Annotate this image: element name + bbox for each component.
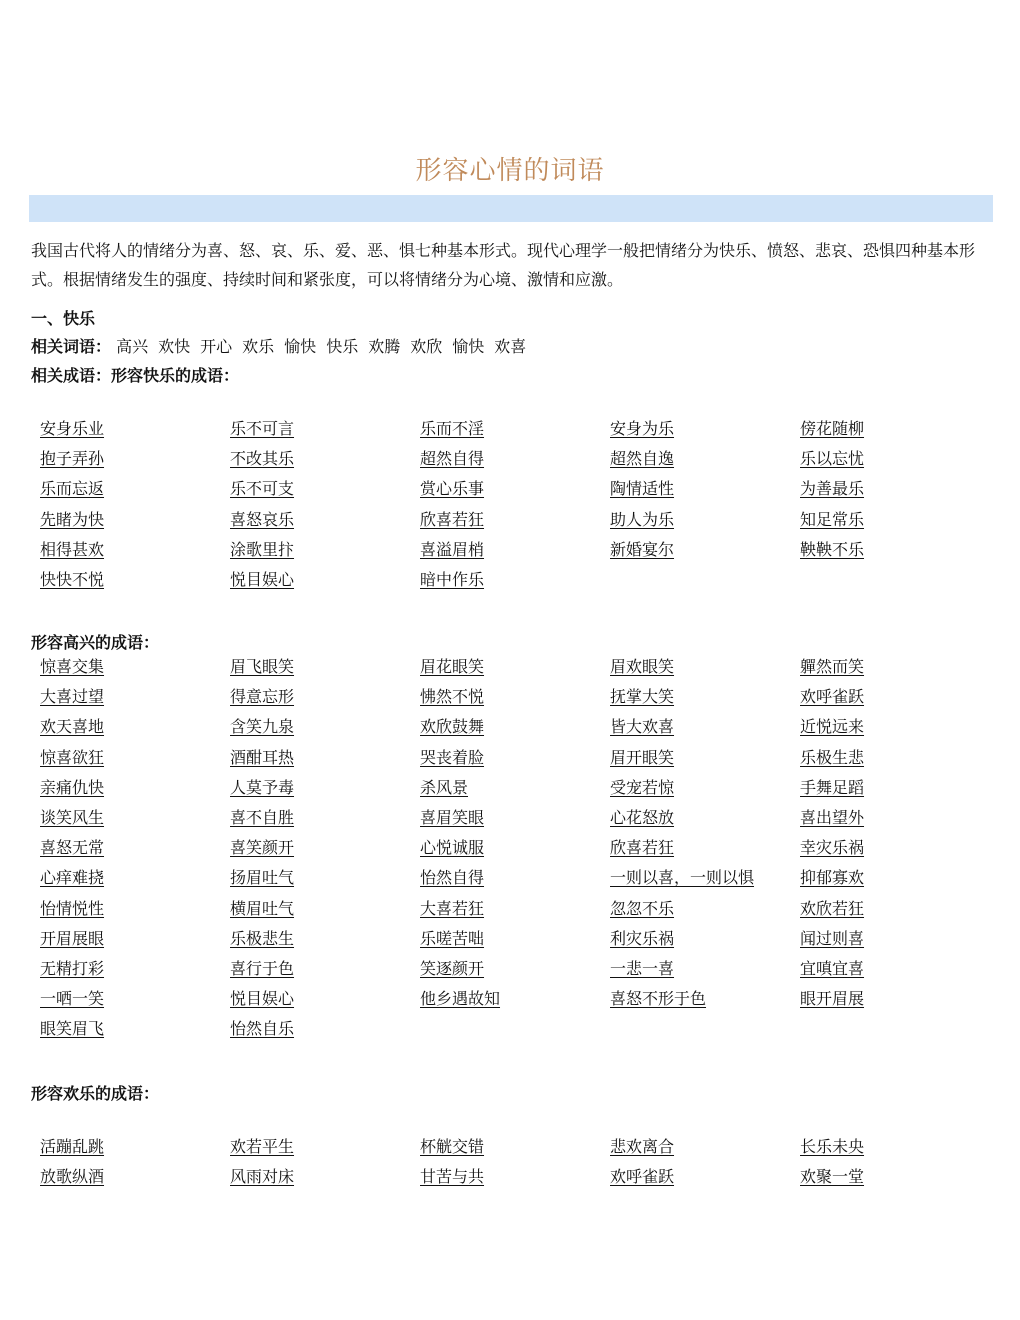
idiom-link[interactable]: 喜怒不形于色 [610, 989, 707, 1009]
idiom-cell [420, 833, 610, 863]
idiom-link[interactable]: 无精打彩 [40, 958, 105, 978]
idiom-link[interactable]: 乐嗟苦咄 [420, 928, 485, 948]
idiom-link[interactable]: 皆大欢喜 [610, 717, 675, 737]
idiom-cell [610, 833, 800, 863]
idiom-cell [40, 924, 230, 954]
idiom-cell [40, 682, 230, 712]
idiom-cell [610, 414, 800, 444]
idiom-cell [800, 894, 970, 924]
idiom-cell [420, 984, 610, 1014]
heading-gaoxing: 形容高兴的成语： [31, 633, 160, 652]
idiom-cell [610, 505, 800, 535]
idiom-cell [800, 924, 970, 954]
idiom-link[interactable]: 杯觥交错 [420, 1137, 485, 1156]
idiom-cell [230, 505, 420, 535]
idiom-link[interactable]: 横眉吐气 [230, 898, 295, 918]
idiom-cell [230, 1132, 420, 1162]
idiom-link[interactable]: 风雨对床 [230, 1167, 295, 1187]
idiom-link[interactable]: 大喜若狂 [420, 898, 485, 918]
related-word: 开心 [200, 337, 233, 356]
idiom-cell [610, 924, 800, 954]
idiom-link[interactable]: 超然自逸 [610, 449, 675, 469]
idiom-cell [420, 743, 610, 773]
idiom-link[interactable]: 乐而不淫 [420, 419, 485, 438]
idiom-link[interactable]: 宜嗔宜喜 [800, 958, 865, 978]
idiom-link[interactable]: 得意忘形 [230, 687, 295, 707]
title-band [29, 195, 993, 222]
idiom-cell [420, 1132, 610, 1162]
idiom-link[interactable]: 乐不可支 [230, 479, 295, 499]
idiom-link[interactable]: 乐以忘忧 [800, 449, 865, 469]
idiom-cell [40, 1162, 230, 1192]
idiom-cell [40, 712, 230, 742]
idiom-cell [230, 743, 420, 773]
idiom-cell [800, 984, 970, 1014]
idiom-link[interactable]: 近悦远来 [800, 717, 865, 737]
idiom-link[interactable]: 一哂一笑 [40, 989, 105, 1009]
section-heading-happy: 一、快乐 [31, 309, 96, 328]
idiom-cell [230, 954, 420, 984]
idiom-cell [610, 803, 800, 833]
idiom-link[interactable]: 欢聚一堂 [800, 1167, 865, 1187]
idiom-cell [610, 773, 800, 803]
idiom-cell [230, 833, 420, 863]
idiom-cell [40, 474, 230, 504]
idiom-cell [230, 924, 420, 954]
idiom-cell [40, 803, 230, 833]
idiom-link[interactable]: 先睹为快 [40, 509, 105, 529]
idiom-cell [420, 894, 610, 924]
intro-paragraph: 我国古代将人的情绪分为喜、怒、哀、乐、爱、恶、惧七种基本形式。现代心理学一般把情绪分为快乐、愤怒、悲哀、恐惧四种基本形式。根据情绪发生的强度、持续时间和紧张度，可以将情绪分为心境、激情和应激。 [31, 241, 976, 289]
idiom-cell [420, 803, 610, 833]
idiom-link[interactable]: 喜溢眉梢 [420, 539, 485, 559]
idiom-link[interactable]: 不改其乐 [230, 449, 295, 469]
idiom-cell [40, 414, 230, 444]
idiom-link[interactable]: 新婚宴尔 [610, 539, 675, 559]
idiom-link[interactable]: 軃然而笑 [800, 657, 865, 676]
idiom-cell [420, 773, 610, 803]
idiom-cell [800, 773, 970, 803]
idiom-link[interactable]: 杀风景 [420, 777, 469, 797]
idiom-cell [800, 535, 970, 565]
idiom-cell [610, 682, 800, 712]
idiom-cell [40, 894, 230, 924]
related-word: 欢喜 [494, 337, 527, 356]
idiom-link[interactable]: 眼笑眉飞 [40, 1019, 105, 1039]
idiom-link[interactable]: 心痒难挠 [40, 868, 105, 888]
related-word: 欢快 [158, 337, 191, 356]
idiom-link[interactable]: 眉欢眼笑 [610, 657, 675, 676]
idiom-cell [610, 1132, 800, 1162]
idiom-cell [40, 505, 230, 535]
idiom-link[interactable]: 活蹦乱跳 [40, 1137, 105, 1156]
idiom-cell [610, 474, 800, 504]
idiom-cell [800, 1132, 970, 1162]
idiom-cell [420, 1162, 610, 1192]
idiom-link[interactable]: 甘苦与共 [420, 1167, 485, 1187]
idiom-cell [420, 954, 610, 984]
idiom-link[interactable]: 眉花眼笑 [420, 657, 485, 676]
idiom-cell [230, 894, 420, 924]
idiom-link[interactable]: 放歌纵酒 [40, 1167, 105, 1187]
idiom-cell [420, 505, 610, 535]
idiom-cell [420, 444, 610, 474]
idiom-link[interactable]: 欢呼雀跃 [800, 687, 865, 707]
related-word: 快乐 [326, 337, 359, 356]
idiom-link[interactable]: 安身为乐 [610, 419, 675, 438]
idiom-cell [230, 565, 420, 595]
idiom-link[interactable]: 心花怒放 [610, 807, 675, 827]
related-words-list [116, 337, 536, 356]
idiom-cell [800, 682, 970, 712]
idiom-link[interactable]: 鞅鞅不乐 [800, 539, 865, 559]
idiom-cell [230, 1162, 420, 1192]
idiom-grid-gaoxing [40, 652, 990, 1044]
idiom-link[interactable]: 怡情悦性 [40, 898, 105, 918]
idiom-link[interactable]: 惊喜交集 [40, 657, 105, 676]
idiom-cell [40, 535, 230, 565]
idiom-link[interactable]: 欣喜若狂 [610, 838, 675, 858]
idiom-cell [800, 652, 970, 682]
idiom-link[interactable]: 谈笑风生 [40, 807, 105, 827]
idiom-link[interactable]: 喜行于色 [230, 958, 295, 978]
idiom-link[interactable]: 眉飞眼笑 [230, 657, 295, 676]
idiom-cell [420, 652, 610, 682]
idiom-link[interactable]: 乐不可言 [230, 419, 295, 438]
idiom-grid-huanle [40, 1132, 990, 1192]
idiom-link[interactable]: 乐极生悲 [800, 747, 865, 767]
idiom-link[interactable]: 利灾乐祸 [610, 928, 675, 948]
idiom-link[interactable]: 手舞足蹈 [800, 777, 865, 797]
idiom-link[interactable]: 笑逐颜开 [420, 958, 485, 978]
idiom-cell [230, 444, 420, 474]
idiom-link[interactable]: 抚掌大笑 [610, 687, 675, 707]
idiom-cell [420, 474, 610, 504]
idiom-link[interactable]: 人莫予毒 [230, 777, 295, 797]
idiom-cell [40, 743, 230, 773]
idiom-cell [420, 682, 610, 712]
related-words-label: 相关词语： [31, 337, 112, 356]
idiom-cell [610, 894, 800, 924]
idiom-link[interactable]: 喜不自胜 [230, 807, 295, 827]
idiom-cell [230, 863, 420, 893]
idiom-link[interactable]: 受宠若惊 [610, 777, 675, 797]
related-word: 欢欣 [410, 337, 443, 356]
idiom-link[interactable]: 悲欢离合 [610, 1137, 675, 1156]
idiom-link[interactable]: 怡然自得 [420, 868, 485, 888]
idiom-link[interactable]: 超然自得 [420, 449, 485, 469]
idiom-link[interactable]: 抑郁寡欢 [800, 868, 865, 888]
idiom-cell [230, 712, 420, 742]
idiom-link[interactable]: 欢呼雀跃 [610, 1167, 675, 1187]
idiom-link[interactable]: 怡然自乐 [230, 1019, 295, 1039]
idiom-link[interactable]: 一悲一喜 [610, 958, 675, 978]
idiom-cell [40, 1014, 230, 1044]
idiom-cell [610, 954, 800, 984]
idiom-link[interactable]: 闻过则喜 [800, 928, 865, 948]
idiom-link[interactable]: 惊喜欲狂 [40, 747, 105, 767]
idiom-cell [40, 833, 230, 863]
related-word: 欢腾 [368, 337, 401, 356]
idiom-link[interactable]: 喜怒无常 [40, 838, 105, 858]
idiom-cell [800, 743, 970, 773]
idiom-link[interactable]: 眼开眉展 [800, 989, 865, 1009]
idiom-cell [40, 1132, 230, 1162]
idiom-cell [40, 984, 230, 1014]
idiom-link[interactable]: 陶情适性 [610, 479, 675, 499]
idiom-link[interactable]: 安身乐业 [40, 419, 105, 438]
idiom-link[interactable]: 喜眉笑眼 [420, 807, 485, 827]
idiom-link[interactable]: 开眉展眼 [40, 928, 105, 948]
related-word: 高兴 [116, 337, 149, 356]
idiom-link[interactable]: 欢天喜地 [40, 717, 105, 737]
idiom-cell [800, 833, 970, 863]
idiom-cell [420, 863, 610, 893]
related-word: 愉快 [452, 337, 485, 356]
idiom-link[interactable]: 欢欣鼓舞 [420, 717, 485, 737]
idiom-link[interactable]: 怫然不悦 [420, 687, 485, 707]
idiom-cell [800, 505, 970, 535]
idiom-link[interactable]: 知足常乐 [800, 509, 865, 529]
idiom-link[interactable]: 扬眉吐气 [230, 868, 295, 888]
idiom-link[interactable]: 喜出望外 [800, 807, 865, 827]
idiom-link[interactable]: 抱子弄孙 [40, 449, 105, 469]
idiom-cell [420, 535, 610, 565]
idiom-link[interactable]: 悦目娱心 [230, 989, 295, 1009]
idiom-cell [420, 565, 610, 595]
idiom-link[interactable]: 他乡遇故知 [420, 989, 501, 1009]
idiom-cell [610, 712, 800, 742]
idiom-cell [40, 652, 230, 682]
idiom-link[interactable]: 快快不悦 [40, 569, 105, 589]
idiom-cell [230, 414, 420, 444]
idiom-link[interactable]: 欢欣若狂 [800, 898, 865, 918]
idiom-cell [40, 444, 230, 474]
idiom-link[interactable]: 眉开眼笑 [610, 747, 675, 767]
idiom-link[interactable]: 一则以喜，一则以惧 [610, 868, 755, 888]
idiom-link[interactable]: 乐极悲生 [230, 928, 295, 948]
related-words-line [31, 334, 536, 357]
idiom-cell [40, 863, 230, 893]
idiom-link[interactable]: 心悦诚服 [420, 838, 485, 858]
heading-huanle: 形容欢乐的成语： [31, 1084, 160, 1103]
page-title: 形容心情的词语 [415, 156, 605, 186]
idiom-cell [230, 535, 420, 565]
idiom-link[interactable]: 欢若平生 [230, 1137, 295, 1156]
idiom-cell [610, 444, 800, 474]
idiom-cell [230, 803, 420, 833]
idiom-cell [800, 803, 970, 833]
idiom-cell [230, 652, 420, 682]
idiom-link[interactable]: 欣喜若狂 [420, 509, 485, 529]
idiom-link[interactable]: 暗中作乐 [420, 569, 485, 589]
idiom-cell [230, 1014, 420, 1044]
idiom-cell [230, 773, 420, 803]
idiom-cell [40, 954, 230, 984]
idiom-cell [230, 984, 420, 1014]
idiom-cell [420, 414, 610, 444]
idiom-cell [610, 535, 800, 565]
related-word: 愉快 [284, 337, 317, 356]
idiom-cell [800, 863, 970, 893]
idiom-link[interactable]: 喜笑颜开 [230, 838, 295, 858]
idiom-cell [800, 1162, 970, 1192]
idiom-link[interactable]: 相得甚欢 [40, 539, 105, 559]
idiom-cell [40, 565, 230, 595]
idiom-cell [420, 924, 610, 954]
idiom-cell [610, 984, 800, 1014]
idiom-cell [230, 682, 420, 712]
idiom-link[interactable]: 含笑九泉 [230, 717, 295, 737]
idiom-link[interactable]: 幸灾乐祸 [800, 838, 865, 858]
idiom-link[interactable]: 为善最乐 [800, 479, 865, 499]
idiom-link[interactable]: 哭丧着脸 [420, 747, 485, 767]
idiom-cell [420, 712, 610, 742]
idiom-cell [610, 743, 800, 773]
idiom-link[interactable]: 傍花随柳 [800, 419, 865, 438]
idiom-cell [40, 773, 230, 803]
idiom-link[interactable]: 赏心乐事 [420, 479, 485, 499]
idiom-link[interactable]: 酒酣耳热 [230, 747, 295, 767]
idiom-link[interactable]: 助人为乐 [610, 509, 675, 529]
idiom-cell [230, 474, 420, 504]
idiom-link[interactable]: 喜怒哀乐 [230, 509, 295, 529]
idiom-cell [800, 474, 970, 504]
idiom-cell [800, 712, 970, 742]
idiom-link[interactable]: 亲痛仇快 [40, 777, 105, 797]
idiom-link[interactable]: 悦目娱心 [230, 569, 295, 589]
idiom-cell [800, 954, 970, 984]
idiom-cell [610, 652, 800, 682]
idiom-cell [610, 863, 800, 893]
idiom-cell [800, 414, 970, 444]
idiom-link[interactable]: 大喜过望 [40, 687, 105, 707]
related-idioms-label: 相关成语：形容快乐的成语： [31, 366, 240, 385]
idiom-cell [610, 1162, 800, 1192]
idiom-link[interactable]: 长乐未央 [800, 1137, 865, 1156]
idiom-link[interactable]: 乐而忘返 [40, 479, 105, 499]
idiom-link[interactable]: 涂歌里抃 [230, 539, 295, 559]
idiom-grid-happy [40, 414, 990, 595]
idiom-cell [800, 444, 970, 474]
related-word: 欢乐 [242, 337, 275, 356]
idiom-link[interactable]: 忽忽不乐 [610, 898, 675, 918]
